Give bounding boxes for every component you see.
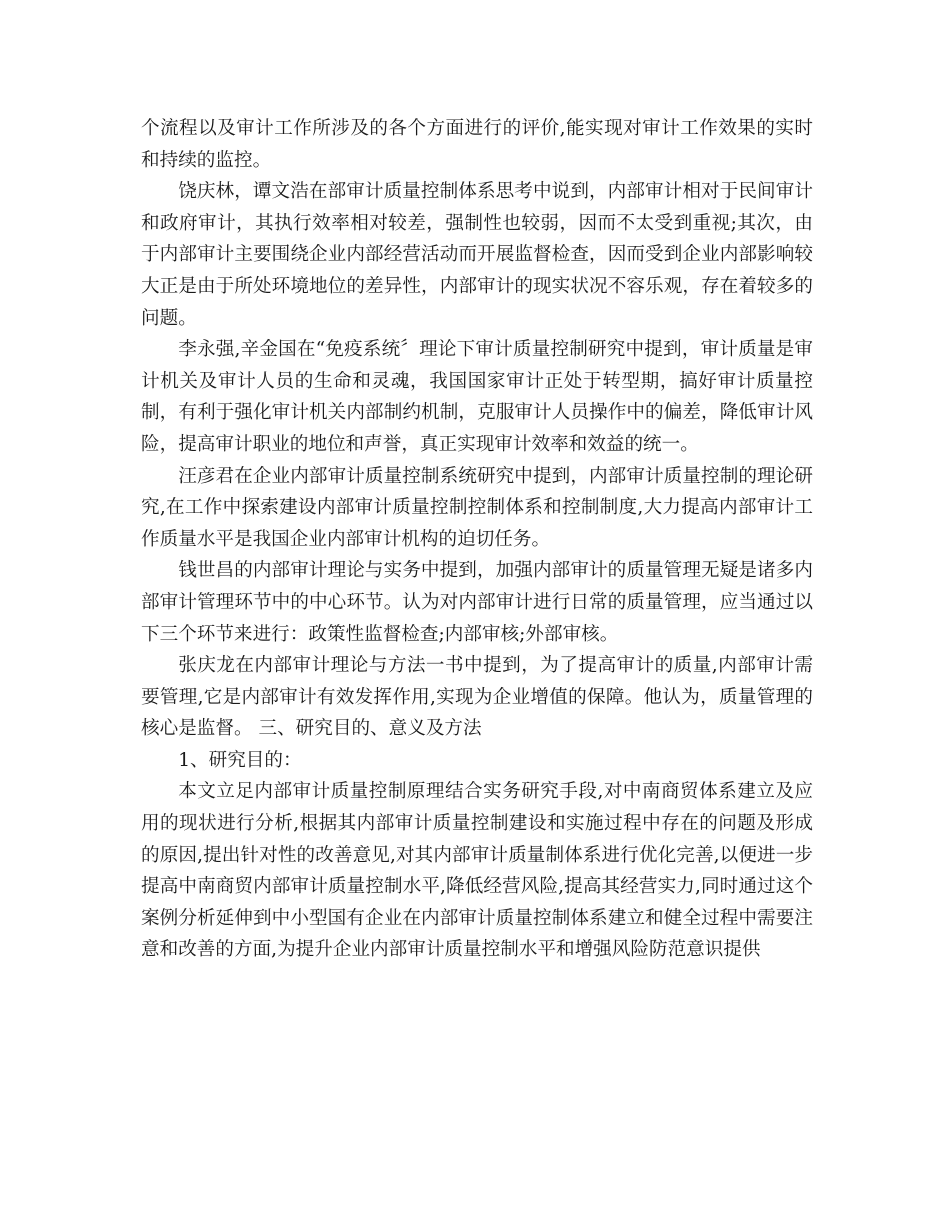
- paragraph-continuation: 个流程以及审计工作所涉及的各个方面进行的评价,能实现对审计工作效果的实时和持续的监控。: [141, 118, 813, 171]
- paragraph-qian-shichang: 钱世昌的内部审计理论与实务中提到，加强内部审计的质量管理无疑是诸多内部审计管理环节中的中心环节。认为对内部审计进行日常的质量管理，应当通过以下三个环节来进行：政策性监督检查;内部审核;外部审核。: [141, 560, 813, 645]
- paragraph-li-yongqiang: 李永强,辛金国在“免疫系统〞理论下审计质量控制研究中提到，审计质量是审计机关及审计人员的生命和灵魂，我国国家审计正处于转型期，搞好审计质量控制，有利于强化审计机关内部制约机制，克服审计人员操作中的偏差，降低审计风险，提高审计职业的地位和声誉，真正实现审计效率和效益的统一。: [141, 339, 813, 455]
- section-heading-research-purpose: 1、研究目的：: [178, 749, 302, 771]
- paragraph-research-purpose: 本文立足内部审计质量控制原理结合实务研究手段,对中南商贸体系建立及应用的现状进行分析,根据其内部审计质量控制建设和实施过程中存在的问题及形成的原因,提出针对性的改善意见,对其内部审计质量制体系进行优化完善,以便进一步提高中南商贸内部审计质量控制水平,降低经营风险,提高其经营实力,同时通过这个案例分析延伸到中小型国有企业在内部审计质量控制体系建立和健全过程中需要注意和改善的方面,为提升企业内部审计质量控制水平和增强风险防范意识提供: [141, 781, 813, 961]
- document-body: [141, 113, 813, 966]
- paragraph-wang-yanjun: 汪彦君在企业内部审计质量控制系统研究中提到，内部审计质量控制的理论研究,在工作中探索建设内部审计质量控制控制体系和控制制度,大力提高内部审计工作质量水平是我国企业内部审计机构的迫切任务。: [141, 465, 813, 550]
- paragraph-zhang-qinglong: 张庆龙在内部审计理论与方法一书中提到，为了提高审计的质量,内部审计需要管理,它是内部审计有效发挥作用,实现为企业增值的保障。他认为，质量管理的核心是监督。 三、研究目的、意义及方法: [141, 655, 813, 740]
- paragraph-rao-qinglin: 饶庆林，谭文浩在部审计质量控制体系思考中说到，内部审计相对于民间审计和政府审计，其执行效率相对较差，强制性也较弱，因而不太受到重视;其次，由于内部审计主要围绕企业内部经营活动而开展监督检查，因而受到企业内部影响较大正是由于所处环境地位的差异性，内部审计的现实状况不容乐观，存在着较多的问题。: [141, 181, 813, 329]
